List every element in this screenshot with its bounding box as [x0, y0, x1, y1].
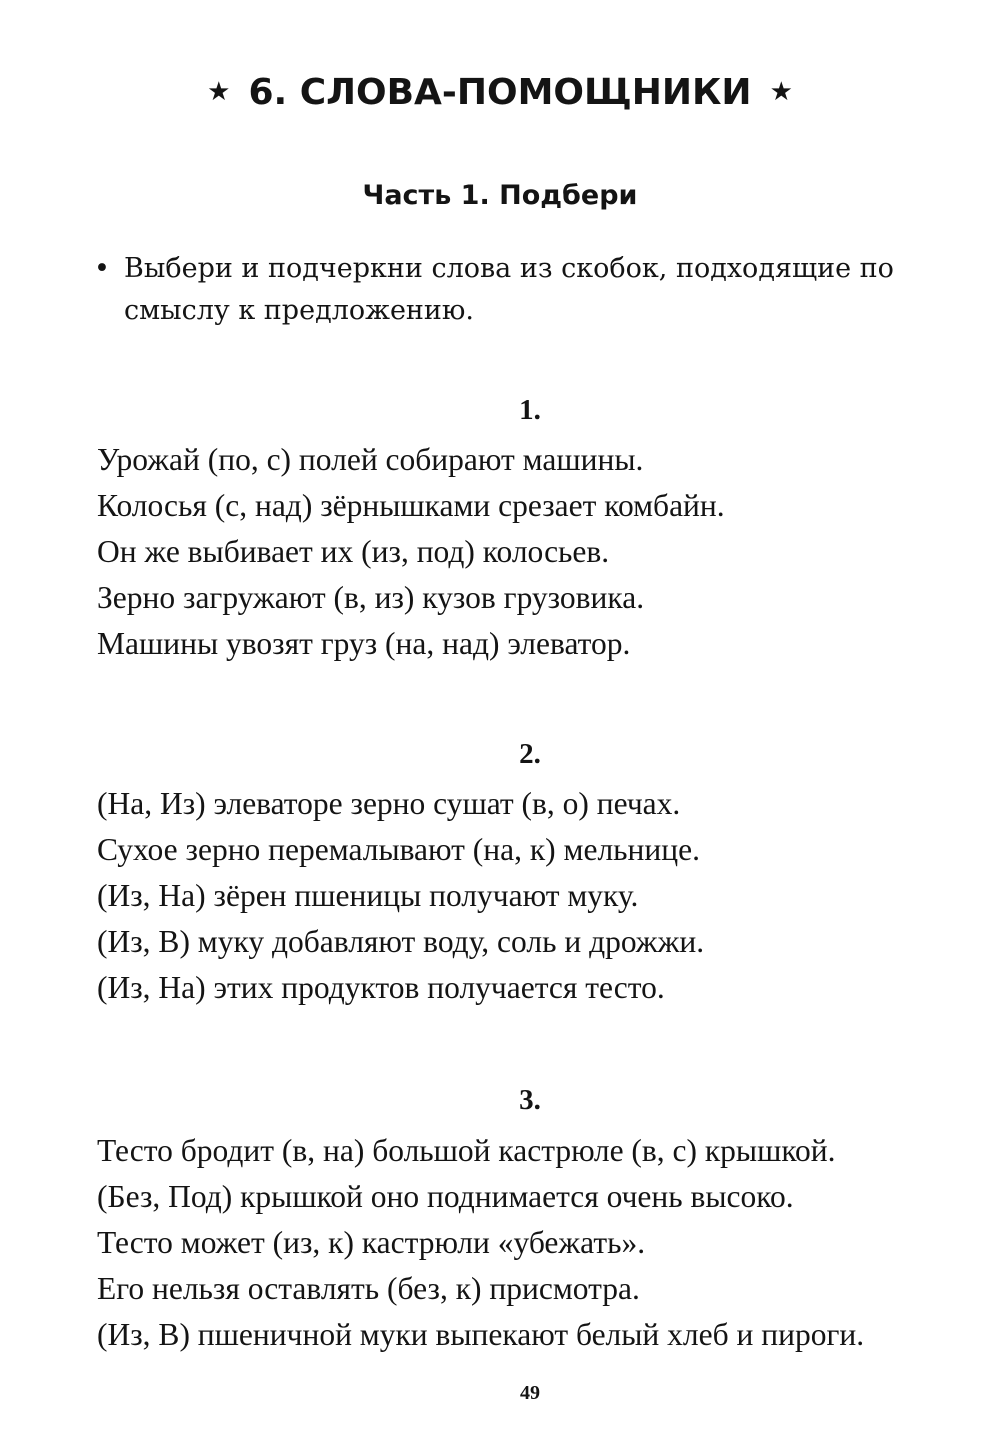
sentence-line: (Из, На) зёрен пшеницы получают муку.: [97, 878, 639, 913]
sentence-line: (Из, В) муку добавляют воду, соль и дрожжи.: [97, 924, 705, 959]
section-1-sentences: [97, 437, 977, 667]
part-subtitle: Часть 1. Подбери: [362, 180, 638, 211]
sentence-line: Он же выбивает их (из, под) колосьев.: [97, 534, 610, 569]
instruction: [94, 248, 974, 332]
sentence-line: Машины увозят груз (на, над) элеватор.: [97, 626, 631, 661]
sentence-line: (Без, Под) крышкой оно поднимается очень высоко.: [97, 1179, 794, 1214]
sentence-line: (Из, В) пшеничной муки выпекают белый хлеб и пироги.: [97, 1317, 865, 1352]
sentence-line: Зерно загружают (в, из) кузов грузовика.: [97, 580, 645, 615]
section-number-1: 1.: [519, 394, 541, 426]
section-number-2: 2.: [519, 738, 541, 770]
sentence-line: Его нельзя оставлять (без, к) присмотра.: [97, 1271, 640, 1306]
sentence-line: (На, Из) элеваторе зерно сушат (в, о) печах.: [97, 786, 681, 821]
section-number-3: 3.: [519, 1084, 541, 1116]
page-number: 49: [520, 1382, 540, 1404]
page-title-text: 6. СЛОВА-ПОМОЩНИКИ: [248, 72, 752, 113]
star-right-icon: ★: [769, 77, 793, 107]
sentence-line: Тесто бродит (в, на) большой кастрюле (в, с) крышкой.: [97, 1133, 836, 1168]
sentence-line: Сухое зерно перемалывают (на, к) мельнице.: [97, 832, 700, 867]
sentence-line: Урожай (по, с) полей собирают машины.: [97, 442, 644, 477]
instruction-text: Выбери и подчеркни слова из скобок, подходящие по смыслу к предложению.: [124, 253, 894, 326]
star-left-icon: ★: [207, 77, 231, 107]
sentence-line: (Из, На) этих продуктов получается тесто.: [97, 970, 665, 1005]
section-3-sentences: [97, 1128, 977, 1358]
bullet-icon: •: [94, 253, 110, 284]
sentence-line: Колосья (с, над) зёрнышками срезает комбайн.: [97, 488, 725, 523]
section-2-sentences: [97, 781, 977, 1011]
sentence-line: Тесто может (из, к) кастрюли «убежать».: [97, 1225, 646, 1260]
page-title: [0, 72, 1000, 113]
